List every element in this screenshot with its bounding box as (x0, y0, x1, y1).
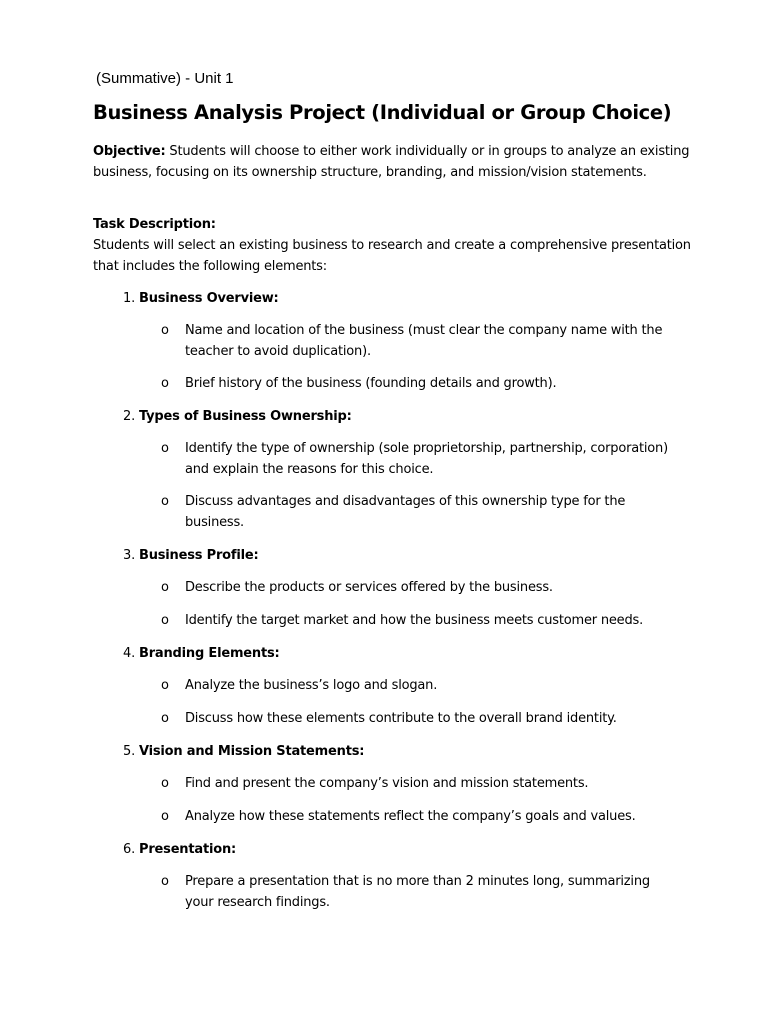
bullet-icon: o (161, 441, 169, 456)
page-title: Business Analysis Project (Individual or Group Choice) (93, 101, 672, 124)
task-description-text: Students will select an existing business to research and create a comprehensive presentation that includes the following elements: (93, 238, 691, 274)
list-item-text: Identify the type of ownership (sole proprietorship, partnership, corporation) and explain the reasons for this choice. (185, 441, 668, 477)
section-heading (123, 406, 352, 427)
section-heading-text: Vision and Mission Statements: (139, 744, 365, 759)
bullet-icon: o (161, 711, 169, 726)
list-item-text: Analyze how these statements reflect the company’s goals and values. (185, 809, 636, 824)
bullet-icon: o (161, 580, 169, 595)
list-item-text: Name and location of the business (must clear the company name with the teacher to avoid duplication). (185, 323, 663, 359)
section-heading-text: Business Profile: (139, 548, 259, 563)
list-item (161, 610, 681, 631)
section-heading (123, 545, 258, 566)
list-item (161, 491, 681, 533)
section-number: 3. (123, 548, 136, 563)
bullet-icon: o (161, 613, 169, 628)
section-number: 2. (123, 409, 136, 424)
list-item (161, 320, 681, 362)
bullet-icon: o (161, 376, 169, 391)
list-item (161, 675, 681, 696)
objective-text: Students will choose to either work individually or in groups to analyze an existing business, focusing on its ownership structure, branding, and mission/vision statements. (93, 144, 690, 180)
section-heading-text: Branding Elements: (139, 646, 280, 661)
task-description-label: Task Description: (93, 217, 216, 232)
section-number: 5. (123, 744, 136, 759)
bullet-icon: o (161, 809, 169, 824)
list-item-text: Brief history of the business (founding details and growth). (185, 376, 557, 391)
list-item-text: Analyze the business’s logo and slogan. (185, 678, 438, 693)
bullet-icon: o (161, 323, 169, 338)
section-heading-text: Types of Business Ownership: (139, 409, 352, 424)
list-item-text: Discuss advantages and disadvantages of this ownership type for the business. (185, 494, 626, 530)
bullet-icon: o (161, 494, 169, 509)
bullet-icon: o (161, 678, 169, 693)
section-heading-text: Presentation: (139, 842, 237, 857)
section-heading (123, 741, 364, 762)
bullet-icon: o (161, 874, 169, 889)
list-item-text: Describe the products or services offered by the business. (185, 580, 553, 595)
list-item (161, 708, 681, 729)
task-description-paragraph (93, 214, 713, 277)
list-item (161, 373, 681, 394)
list-item-text: Discuss how these elements contribute to the overall brand identity. (185, 711, 617, 726)
list-item-text: Identify the target market and how the business meets customer needs. (185, 613, 644, 628)
list-item (161, 438, 681, 480)
list-item (161, 773, 681, 794)
section-number: 6. (123, 842, 136, 857)
list-item (161, 577, 681, 598)
objective-label: Objective: (93, 144, 166, 159)
section-heading-text: Business Overview: (139, 291, 279, 306)
section-heading (123, 643, 280, 664)
list-item (161, 871, 681, 913)
section-number: 1. (123, 291, 136, 306)
objective-paragraph (93, 141, 713, 183)
bullet-icon: o (161, 776, 169, 791)
list-item-text: Find and present the company’s vision and mission statements. (185, 776, 589, 791)
unit-label: (Summative) - Unit 1 (96, 70, 234, 87)
section-heading (123, 839, 236, 860)
list-item-text: Prepare a presentation that is no more than 2 minutes long, summarizing your research findings. (185, 874, 650, 910)
section-number: 4. (123, 646, 136, 661)
list-item (161, 806, 681, 827)
section-heading (123, 288, 279, 309)
